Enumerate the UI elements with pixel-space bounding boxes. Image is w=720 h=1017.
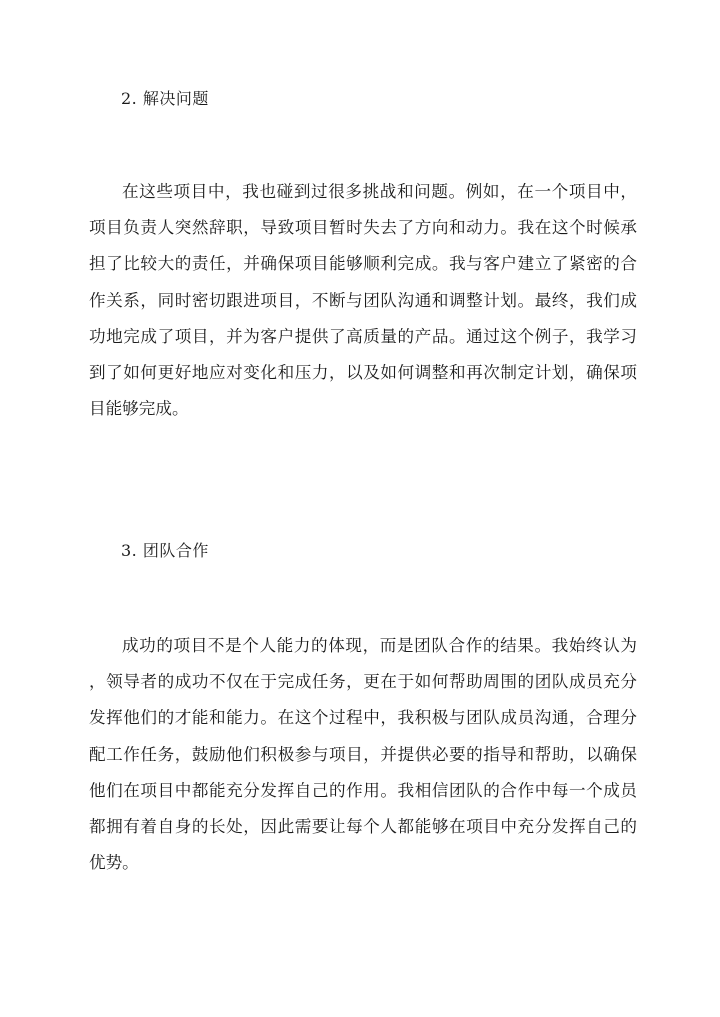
paragraph-line: 发挥他们的才能和能力。在这个过程中，我积极与团队成员沟通，合理分 — [89, 708, 637, 728]
paragraph-line: 都拥有着自身的长处，因此需要让每个人都能够在项目中充分发挥自己的 — [89, 816, 637, 836]
section-heading-teamwork: 3. 团队合作 — [121, 541, 209, 560]
paragraph-line: 项目负责人突然辞职，导致项目暂时失去了方向和动力。我在这个时候承 — [89, 218, 637, 238]
paragraph-teamwork — [89, 634, 637, 887]
paragraph-line: 在这些项目中，我也碰到过很多挑战和问题。例如，在一个项目中， — [122, 182, 637, 201]
paragraph-line: 他们在项目中都能充分发挥自己的作用。我相信团队的合作中每一个成员 — [89, 780, 637, 800]
paragraph-line: 作关系，同时密切跟进项目，不断与团队沟通和调整计划。最终，我们成 — [89, 290, 637, 310]
paragraph-line: 担了比较大的责任，并确保项目能够顺利完成。我与客户建立了紧密的合 — [89, 254, 637, 274]
paragraph-line: 到了如何更好地应对变化和压力，以及如何调整和再次制定计划，确保项 — [89, 362, 637, 382]
section-heading-problem-solving: 2. 解决问题 — [121, 89, 209, 108]
paragraph-line: 成功的项目不是个人能力的体现，而是团队合作的结果。我始终认为 — [122, 636, 637, 655]
paragraph-problem-solving — [89, 180, 637, 433]
paragraph-line: 目能够完成。 — [89, 399, 189, 419]
paragraph-line: 功地完成了项目，并为客户提供了高质量的产品。通过这个例子，我学习 — [89, 326, 637, 346]
paragraph-line: 优势。 — [89, 853, 139, 873]
paragraph-line: 配工作任务，鼓励他们积极参与项目，并提供必要的指导和帮助，以确保 — [89, 744, 637, 764]
paragraph-line: ，领导者的成功不仅在于完成任务，更在于如何帮助周围的团队成员充分 — [89, 672, 637, 692]
